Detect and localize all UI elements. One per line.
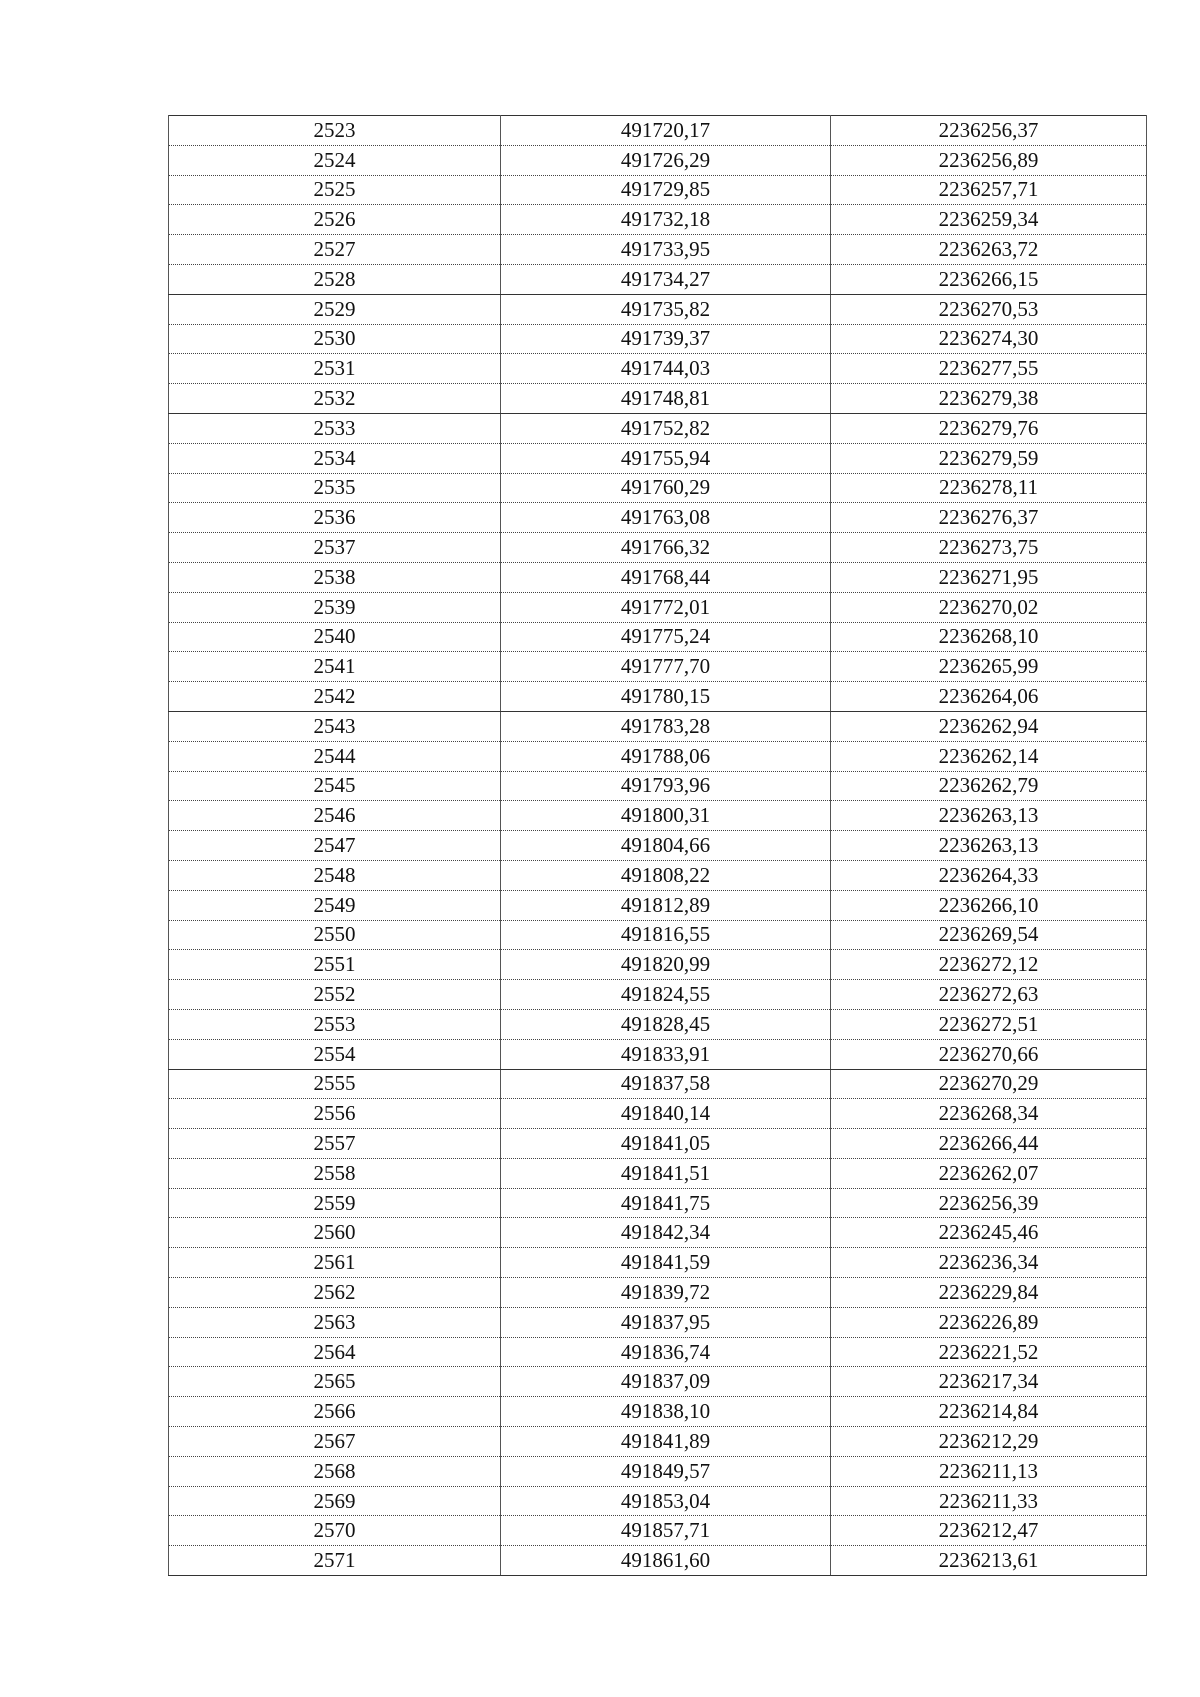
x-coordinate-cell: 491766,32 xyxy=(501,533,831,563)
x-coordinate-cell: 491837,95 xyxy=(501,1307,831,1337)
point-number-cell: 2563 xyxy=(169,1307,501,1337)
point-number-cell: 2532 xyxy=(169,384,501,414)
y-coordinate-cell: 2236264,06 xyxy=(831,682,1147,712)
coordinates-table-body xyxy=(169,116,1147,1576)
point-number-cell: 2556 xyxy=(169,1099,501,1129)
table-row xyxy=(169,205,1147,235)
table-row xyxy=(169,562,1147,592)
y-coordinate-cell: 2236270,02 xyxy=(831,592,1147,622)
y-coordinate-cell: 2236276,37 xyxy=(831,503,1147,533)
table-row xyxy=(169,1129,1147,1159)
table-row xyxy=(169,771,1147,801)
table-row xyxy=(169,831,1147,861)
y-coordinate-cell: 2236263,13 xyxy=(831,831,1147,861)
point-number-cell: 2524 xyxy=(169,145,501,175)
table-row xyxy=(169,950,1147,980)
x-coordinate-cell: 491841,89 xyxy=(501,1427,831,1457)
y-coordinate-cell: 2236262,79 xyxy=(831,771,1147,801)
table-row xyxy=(169,1427,1147,1457)
y-coordinate-cell: 2236221,52 xyxy=(831,1337,1147,1367)
x-coordinate-cell: 491732,18 xyxy=(501,205,831,235)
table-row xyxy=(169,384,1147,414)
x-coordinate-cell: 491812,89 xyxy=(501,890,831,920)
y-coordinate-cell: 2236229,84 xyxy=(831,1278,1147,1308)
y-coordinate-cell: 2236270,29 xyxy=(831,1069,1147,1099)
table-row xyxy=(169,1397,1147,1427)
y-coordinate-cell: 2236266,10 xyxy=(831,890,1147,920)
coordinates-table xyxy=(168,115,1147,1576)
point-number-cell: 2571 xyxy=(169,1546,501,1576)
y-coordinate-cell: 2236263,13 xyxy=(831,801,1147,831)
x-coordinate-cell: 491726,29 xyxy=(501,145,831,175)
x-coordinate-cell: 491780,15 xyxy=(501,682,831,712)
x-coordinate-cell: 491804,66 xyxy=(501,831,831,861)
y-coordinate-cell: 2236256,39 xyxy=(831,1188,1147,1218)
table-row xyxy=(169,1188,1147,1218)
point-number-cell: 2545 xyxy=(169,771,501,801)
table-row xyxy=(169,175,1147,205)
x-coordinate-cell: 491841,51 xyxy=(501,1158,831,1188)
x-coordinate-cell: 491820,99 xyxy=(501,950,831,980)
point-number-cell: 2533 xyxy=(169,413,501,443)
table-row xyxy=(169,1367,1147,1397)
x-coordinate-cell: 491816,55 xyxy=(501,920,831,950)
point-number-cell: 2562 xyxy=(169,1278,501,1308)
y-coordinate-cell: 2236265,99 xyxy=(831,652,1147,682)
table-row xyxy=(169,622,1147,652)
y-coordinate-cell: 2236256,89 xyxy=(831,145,1147,175)
y-coordinate-cell: 2236274,30 xyxy=(831,324,1147,354)
y-coordinate-cell: 2236272,12 xyxy=(831,950,1147,980)
point-number-cell: 2560 xyxy=(169,1218,501,1248)
y-coordinate-cell: 2236262,07 xyxy=(831,1158,1147,1188)
x-coordinate-cell: 491841,05 xyxy=(501,1129,831,1159)
point-number-cell: 2555 xyxy=(169,1069,501,1099)
table-row xyxy=(169,1099,1147,1129)
point-number-cell: 2570 xyxy=(169,1516,501,1546)
point-number-cell: 2544 xyxy=(169,741,501,771)
y-coordinate-cell: 2236270,66 xyxy=(831,1039,1147,1069)
point-number-cell: 2554 xyxy=(169,1039,501,1069)
x-coordinate-cell: 491744,03 xyxy=(501,354,831,384)
y-coordinate-cell: 2236217,34 xyxy=(831,1367,1147,1397)
y-coordinate-cell: 2236279,59 xyxy=(831,443,1147,473)
x-coordinate-cell: 491760,29 xyxy=(501,473,831,503)
x-coordinate-cell: 491735,82 xyxy=(501,294,831,324)
x-coordinate-cell: 491763,08 xyxy=(501,503,831,533)
table-row xyxy=(169,801,1147,831)
y-coordinate-cell: 2236262,14 xyxy=(831,741,1147,771)
y-coordinate-cell: 2236271,95 xyxy=(831,562,1147,592)
table-row xyxy=(169,860,1147,890)
x-coordinate-cell: 491768,44 xyxy=(501,562,831,592)
x-coordinate-cell: 491755,94 xyxy=(501,443,831,473)
y-coordinate-cell: 2236211,33 xyxy=(831,1486,1147,1516)
x-coordinate-cell: 491733,95 xyxy=(501,235,831,265)
table-row xyxy=(169,145,1147,175)
x-coordinate-cell: 491729,85 xyxy=(501,175,831,205)
table-row xyxy=(169,533,1147,563)
y-coordinate-cell: 2236272,63 xyxy=(831,980,1147,1010)
x-coordinate-cell: 491838,10 xyxy=(501,1397,831,1427)
point-number-cell: 2523 xyxy=(169,116,501,146)
point-number-cell: 2531 xyxy=(169,354,501,384)
y-coordinate-cell: 2236273,75 xyxy=(831,533,1147,563)
point-number-cell: 2548 xyxy=(169,860,501,890)
point-number-cell: 2553 xyxy=(169,1009,501,1039)
x-coordinate-cell: 491748,81 xyxy=(501,384,831,414)
table-row xyxy=(169,592,1147,622)
point-number-cell: 2536 xyxy=(169,503,501,533)
table-row xyxy=(169,443,1147,473)
point-number-cell: 2527 xyxy=(169,235,501,265)
table-row xyxy=(169,1546,1147,1576)
table-row xyxy=(169,1009,1147,1039)
table-row xyxy=(169,503,1147,533)
x-coordinate-cell: 491828,45 xyxy=(501,1009,831,1039)
x-coordinate-cell: 491861,60 xyxy=(501,1546,831,1576)
point-number-cell: 2528 xyxy=(169,264,501,294)
y-coordinate-cell: 2236245,46 xyxy=(831,1218,1147,1248)
table-row xyxy=(169,324,1147,354)
x-coordinate-cell: 491837,09 xyxy=(501,1367,831,1397)
table-row xyxy=(169,1069,1147,1099)
point-number-cell: 2569 xyxy=(169,1486,501,1516)
table-row xyxy=(169,1337,1147,1367)
point-number-cell: 2546 xyxy=(169,801,501,831)
table-row xyxy=(169,711,1147,741)
y-coordinate-cell: 2236264,33 xyxy=(831,860,1147,890)
point-number-cell: 2547 xyxy=(169,831,501,861)
point-number-cell: 2551 xyxy=(169,950,501,980)
point-number-cell: 2537 xyxy=(169,533,501,563)
point-number-cell: 2559 xyxy=(169,1188,501,1218)
y-coordinate-cell: 2236213,61 xyxy=(831,1546,1147,1576)
point-number-cell: 2530 xyxy=(169,324,501,354)
y-coordinate-cell: 2236262,94 xyxy=(831,711,1147,741)
x-coordinate-cell: 491833,91 xyxy=(501,1039,831,1069)
x-coordinate-cell: 491808,22 xyxy=(501,860,831,890)
y-coordinate-cell: 2236212,47 xyxy=(831,1516,1147,1546)
y-coordinate-cell: 2236256,37 xyxy=(831,116,1147,146)
x-coordinate-cell: 491841,59 xyxy=(501,1248,831,1278)
x-coordinate-cell: 491772,01 xyxy=(501,592,831,622)
x-coordinate-cell: 491800,31 xyxy=(501,801,831,831)
y-coordinate-cell: 2236272,51 xyxy=(831,1009,1147,1039)
table-row xyxy=(169,264,1147,294)
table-row xyxy=(169,1278,1147,1308)
table-row xyxy=(169,473,1147,503)
point-number-cell: 2564 xyxy=(169,1337,501,1367)
point-number-cell: 2541 xyxy=(169,652,501,682)
y-coordinate-cell: 2236279,38 xyxy=(831,384,1147,414)
x-coordinate-cell: 491824,55 xyxy=(501,980,831,1010)
y-coordinate-cell: 2236269,54 xyxy=(831,920,1147,950)
x-coordinate-cell: 491793,96 xyxy=(501,771,831,801)
table-row xyxy=(169,741,1147,771)
point-number-cell: 2549 xyxy=(169,890,501,920)
x-coordinate-cell: 491840,14 xyxy=(501,1099,831,1129)
point-number-cell: 2552 xyxy=(169,980,501,1010)
point-number-cell: 2567 xyxy=(169,1427,501,1457)
point-number-cell: 2526 xyxy=(169,205,501,235)
point-number-cell: 2542 xyxy=(169,682,501,712)
x-coordinate-cell: 491775,24 xyxy=(501,622,831,652)
point-number-cell: 2561 xyxy=(169,1248,501,1278)
point-number-cell: 2543 xyxy=(169,711,501,741)
point-number-cell: 2558 xyxy=(169,1158,501,1188)
y-coordinate-cell: 2236279,76 xyxy=(831,413,1147,443)
y-coordinate-cell: 2236226,89 xyxy=(831,1307,1147,1337)
y-coordinate-cell: 2236212,29 xyxy=(831,1427,1147,1457)
point-number-cell: 2535 xyxy=(169,473,501,503)
table-row xyxy=(169,890,1147,920)
table-row xyxy=(169,413,1147,443)
point-number-cell: 2566 xyxy=(169,1397,501,1427)
table-row xyxy=(169,235,1147,265)
point-number-cell: 2540 xyxy=(169,622,501,652)
point-number-cell: 2525 xyxy=(169,175,501,205)
table-row xyxy=(169,682,1147,712)
x-coordinate-cell: 491788,06 xyxy=(501,741,831,771)
table-row xyxy=(169,1456,1147,1486)
x-coordinate-cell: 491842,34 xyxy=(501,1218,831,1248)
x-coordinate-cell: 491841,75 xyxy=(501,1188,831,1218)
x-coordinate-cell: 491837,58 xyxy=(501,1069,831,1099)
table-row xyxy=(169,1486,1147,1516)
y-coordinate-cell: 2236257,71 xyxy=(831,175,1147,205)
x-coordinate-cell: 491739,37 xyxy=(501,324,831,354)
table-row xyxy=(169,1218,1147,1248)
y-coordinate-cell: 2236236,34 xyxy=(831,1248,1147,1278)
x-coordinate-cell: 491783,28 xyxy=(501,711,831,741)
point-number-cell: 2538 xyxy=(169,562,501,592)
y-coordinate-cell: 2236270,53 xyxy=(831,294,1147,324)
y-coordinate-cell: 2236259,34 xyxy=(831,205,1147,235)
x-coordinate-cell: 491853,04 xyxy=(501,1486,831,1516)
table-row xyxy=(169,652,1147,682)
table-row xyxy=(169,354,1147,384)
point-number-cell: 2550 xyxy=(169,920,501,950)
table-row xyxy=(169,294,1147,324)
table-row xyxy=(169,116,1147,146)
point-number-cell: 2565 xyxy=(169,1367,501,1397)
y-coordinate-cell: 2236266,44 xyxy=(831,1129,1147,1159)
y-coordinate-cell: 2236266,15 xyxy=(831,264,1147,294)
y-coordinate-cell: 2236263,72 xyxy=(831,235,1147,265)
table-row xyxy=(169,980,1147,1010)
y-coordinate-cell: 2236277,55 xyxy=(831,354,1147,384)
table-row xyxy=(169,1307,1147,1337)
y-coordinate-cell: 2236268,10 xyxy=(831,622,1147,652)
x-coordinate-cell: 491857,71 xyxy=(501,1516,831,1546)
table-row xyxy=(169,1248,1147,1278)
y-coordinate-cell: 2236268,34 xyxy=(831,1099,1147,1129)
point-number-cell: 2529 xyxy=(169,294,501,324)
x-coordinate-cell: 491752,82 xyxy=(501,413,831,443)
y-coordinate-cell: 2236211,13 xyxy=(831,1456,1147,1486)
point-number-cell: 2568 xyxy=(169,1456,501,1486)
y-coordinate-cell: 2236214,84 xyxy=(831,1397,1147,1427)
x-coordinate-cell: 491777,70 xyxy=(501,652,831,682)
x-coordinate-cell: 491720,17 xyxy=(501,116,831,146)
table-row xyxy=(169,1516,1147,1546)
point-number-cell: 2539 xyxy=(169,592,501,622)
x-coordinate-cell: 491839,72 xyxy=(501,1278,831,1308)
point-number-cell: 2557 xyxy=(169,1129,501,1159)
point-number-cell: 2534 xyxy=(169,443,501,473)
x-coordinate-cell: 491849,57 xyxy=(501,1456,831,1486)
table-row xyxy=(169,920,1147,950)
y-coordinate-cell: 2236278,11 xyxy=(831,473,1147,503)
x-coordinate-cell: 491836,74 xyxy=(501,1337,831,1367)
table-row xyxy=(169,1039,1147,1069)
x-coordinate-cell: 491734,27 xyxy=(501,264,831,294)
table-row xyxy=(169,1158,1147,1188)
